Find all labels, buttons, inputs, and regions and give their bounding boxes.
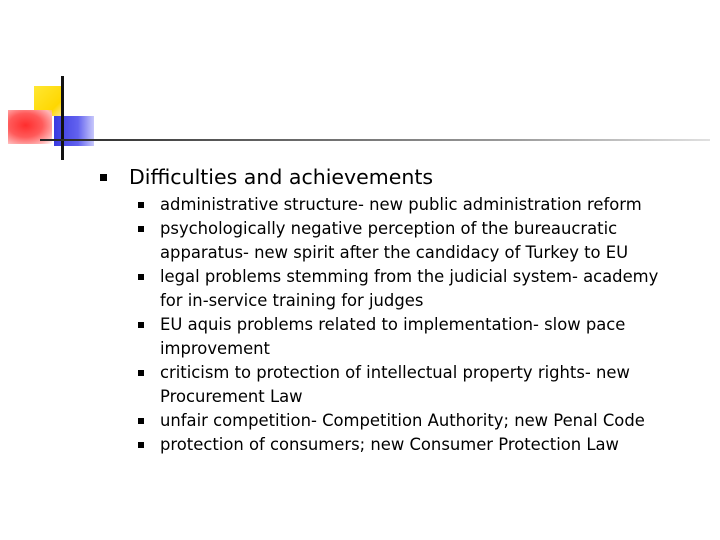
sub-bullet-line: legal problems stemming from the judicial system- academy <box>160 267 659 286</box>
sub-bullet-item <box>138 193 708 217</box>
sub-bullet-line: administrative structure- new public administration reform <box>160 195 642 214</box>
square-bullet-icon <box>138 370 144 376</box>
sub-bullet-item <box>138 409 708 433</box>
sub-bullet-item <box>138 433 708 457</box>
square-bullet-icon <box>138 442 144 448</box>
square-bullet-icon <box>138 322 144 328</box>
sub-bullet-line: Procurement Law <box>160 387 303 406</box>
sub-bullet-item <box>138 265 708 313</box>
sub-bullet-line: for in-service training for judges <box>160 291 424 310</box>
sub-bullet-item <box>138 361 708 409</box>
square-bullet-icon <box>138 226 144 232</box>
sub-bullet-line: improvement <box>160 339 270 358</box>
decorative-vertical-rule <box>61 76 64 160</box>
sub-bullet-line: protection of consumers; new Consumer Protection Law <box>160 435 619 454</box>
sub-bullet-item <box>138 313 708 361</box>
square-bullet-icon <box>138 202 144 208</box>
sub-bullet-line: apparatus- new spirit after the candidacy of Turkey to EU <box>160 243 629 262</box>
square-bullet-icon <box>138 418 144 424</box>
title-underline-rule <box>40 139 710 141</box>
square-bullet-icon <box>138 274 144 280</box>
sub-bullet-line: psychologically negative perception of the bureaucratic <box>160 219 618 238</box>
sub-bullet-list <box>138 193 708 457</box>
square-bullet-icon <box>100 174 107 181</box>
decorative-blue-square <box>54 116 94 146</box>
sub-bullet-line: EU aquis problems related to implementation- slow pace <box>160 315 626 334</box>
main-bullet-item <box>100 163 700 191</box>
sub-bullet-item <box>138 217 708 265</box>
sub-bullet-line: unfair competition- Competition Authority; new Penal Code <box>160 411 645 430</box>
main-bullet-text: Difficulties and achievements <box>129 165 434 189</box>
sub-bullet-line: criticism to protection of intellectual property rights- new <box>160 363 630 382</box>
